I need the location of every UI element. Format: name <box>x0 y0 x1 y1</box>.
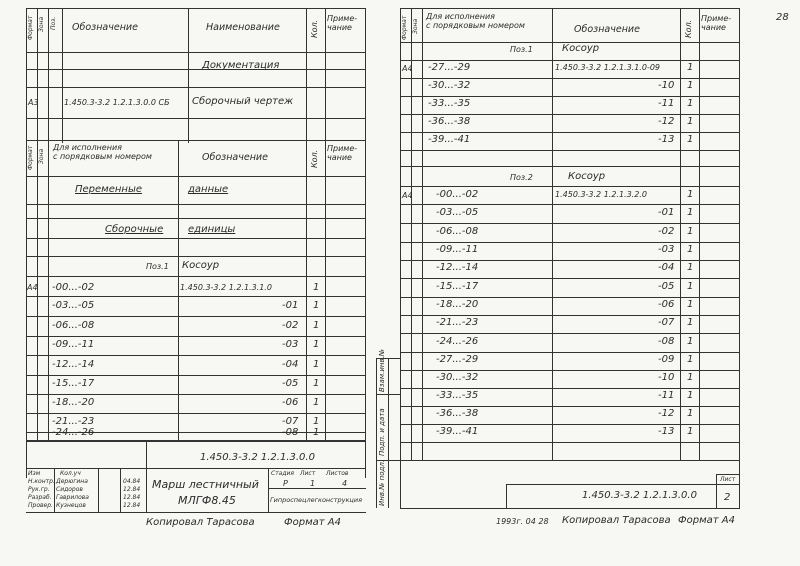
header2-variants: Для исполнения с порядковым номером <box>53 143 152 161</box>
doc-designation: 1.450.3-3.2 1.2.1.3.0.0 СБ <box>64 98 170 107</box>
row-qty: 1 <box>687 189 694 200</box>
stage-label: Стадия <box>271 470 295 477</box>
footer-code: 1.450.3-3.2 1.2.1.3.0.0 <box>582 490 697 501</box>
pos2-label: Поз.2 <box>510 173 533 182</box>
row-qty: 1 <box>687 226 694 237</box>
row-variant: -21...-23 <box>436 317 479 328</box>
side-label-replace: Взам.инв.№ <box>378 348 386 392</box>
variable-data-1: Переменные <box>75 184 142 195</box>
row-variant: -36...-38 <box>428 116 471 127</box>
row-variant: -12...-14 <box>52 359 95 370</box>
row-designation: -07 <box>658 317 675 328</box>
person-name: Гаврилова <box>56 494 89 501</box>
row-designation: -10 <box>658 80 675 91</box>
row-designation: -06 <box>658 299 675 310</box>
row-qty: 1 <box>313 300 320 311</box>
row-variant: -33...-35 <box>436 390 479 401</box>
row-qty: 1 <box>313 282 320 293</box>
row-qty: 1 <box>687 299 694 310</box>
row-designation: -10 <box>658 372 675 383</box>
assembly-units-1: Сборочные <box>105 224 164 235</box>
header2-note: Приме- чание <box>327 144 358 162</box>
row-variant: -06...-08 <box>436 226 479 237</box>
row-designation: -13 <box>658 134 675 145</box>
header2-qty: Кол. <box>310 149 319 168</box>
org-name: Гипроспецлегконструкция <box>270 496 362 504</box>
row-designation: -09 <box>658 354 675 365</box>
row-variant: -15...-17 <box>52 378 95 389</box>
date-value: 04.84 <box>123 478 141 485</box>
row-qty: 1 <box>687 244 694 255</box>
row-designation: -01 <box>282 300 299 311</box>
row-variant: -09...-11 <box>52 339 95 350</box>
row-designation: -03 <box>658 244 675 255</box>
header-designation: Обозначение <box>72 22 138 33</box>
sheet-label: Лист <box>300 470 316 477</box>
pos1-label: Поз.1 <box>510 45 533 54</box>
row-qty: 1 <box>313 320 320 331</box>
row-variant: -03...-05 <box>52 300 95 311</box>
header-zone: Зона <box>412 18 419 34</box>
header-name: Наименование <box>206 22 280 33</box>
row-designation: -08 <box>658 336 675 347</box>
person-name: Кузнецов <box>56 502 86 509</box>
row-designation: 1.450.3-3.2 1.2.1.3.1.0 <box>180 283 272 292</box>
assembly-units-2: единицы <box>188 224 236 235</box>
row-qty: 1 <box>313 427 320 438</box>
row-variant: -03...-05 <box>436 207 479 218</box>
variable-data-2: данные <box>188 184 229 195</box>
footer-date: 1993г. 04 28 <box>496 517 549 526</box>
copied-by: Копировал Тарасова <box>146 517 255 528</box>
row-variant: -24...-26 <box>52 427 95 438</box>
row-designation: -04 <box>658 262 675 273</box>
row-designation: -11 <box>658 98 675 109</box>
row-qty: 1 <box>687 408 694 419</box>
page-number: 28 <box>776 12 789 23</box>
footer-sheet: 2 <box>724 492 731 503</box>
stage-value: Р <box>283 479 288 488</box>
person-name: Дерюгина <box>56 478 88 485</box>
doc-format: А3 <box>28 98 39 107</box>
date-value: 12.84 <box>123 502 141 509</box>
row-variant: -06...-08 <box>52 320 95 331</box>
row-qty: 1 <box>687 98 694 109</box>
header-note: Приме- чание <box>327 14 358 32</box>
date-value: 12.84 <box>123 494 141 501</box>
row-designation: -13 <box>658 426 675 437</box>
pos1-name: Косоур <box>562 43 600 54</box>
title-code: 1.450.3-3.2 1.2.1.3.0.0 <box>200 452 315 463</box>
pos2-name: Косоур <box>568 171 606 182</box>
row-variant: -15...-17 <box>436 281 479 292</box>
title-line-2: МЛГФ8.45 <box>178 494 236 507</box>
row-qty: 1 <box>687 207 694 218</box>
row-qty: 1 <box>313 339 320 350</box>
row-designation: -02 <box>282 320 299 331</box>
row-variant: -39...-41 <box>436 426 479 437</box>
row-qty: 1 <box>687 80 694 91</box>
sheets-label: Листов <box>326 470 349 477</box>
row-designation: -06 <box>282 397 299 408</box>
row-designation: 1.450.3-3.2 1.2.1.3.2.0 <box>555 190 647 199</box>
row-qty: 1 <box>687 426 694 437</box>
doc-name: Сборочный чертеж <box>192 96 294 107</box>
row-qty: 1 <box>313 397 320 408</box>
header-pos: Поз. <box>50 16 57 30</box>
row-variant: -12...-14 <box>436 262 479 273</box>
row-qty: 1 <box>687 372 694 383</box>
header-designation: Обозначение <box>574 24 640 35</box>
row-format: А4 <box>402 64 413 73</box>
row-designation: -05 <box>282 378 299 389</box>
row-qty: 1 <box>687 262 694 273</box>
row-variant: -18...-20 <box>436 299 479 310</box>
header2-designation: Обозначение <box>202 152 268 163</box>
pos1-name: Косоур <box>182 260 220 271</box>
row-qty: 1 <box>313 416 320 427</box>
person-role: Изм <box>28 470 41 477</box>
row-qty: 1 <box>687 390 694 401</box>
pos1-label: Поз.1 <box>146 262 169 271</box>
left-sheet <box>0 0 372 566</box>
row-variant: -00...-02 <box>436 189 479 200</box>
row-qty: 1 <box>687 62 694 73</box>
row-designation: -12 <box>658 116 675 127</box>
row-format: А4 <box>27 283 38 292</box>
row-qty: 1 <box>687 116 694 127</box>
header-zone: Зона <box>38 16 45 32</box>
format-label: Формат А4 <box>284 517 341 528</box>
row-variant: -33...-35 <box>428 98 471 109</box>
row-qty: 1 <box>687 281 694 292</box>
sheet-value: 1 <box>310 479 316 488</box>
row-designation: -04 <box>282 359 299 370</box>
row-designation: -11 <box>658 390 675 401</box>
person-role: Провер. <box>28 502 53 509</box>
header-variants: Для исполнения с порядковым номером <box>426 12 525 30</box>
person-role: Н.контр. <box>28 478 55 485</box>
row-designation: -08 <box>282 427 299 438</box>
row-designation: -12 <box>658 408 675 419</box>
row-qty: 1 <box>687 336 694 347</box>
header2-zone: Зона <box>38 148 45 164</box>
footer-copied-by: Копировал Тарасова <box>562 515 671 526</box>
title-line-1: Марш лестничный <box>152 478 259 491</box>
row-format: А4 <box>402 191 413 200</box>
row-variant: -30...-32 <box>428 80 471 91</box>
row-qty: 1 <box>687 317 694 328</box>
person-name: Кол.уч <box>60 470 81 477</box>
person-role: Разраб. <box>28 494 52 501</box>
row-designation: -07 <box>282 416 299 427</box>
date-value: 12.84 <box>123 486 141 493</box>
header-qty: Кол. <box>310 19 319 38</box>
footer-sheet-label: Лист <box>720 476 736 483</box>
row-variant: -00...-02 <box>52 282 95 293</box>
row-variant: -36...-38 <box>436 408 479 419</box>
row-designation: -03 <box>282 339 299 350</box>
row-variant: -39...-41 <box>428 134 471 145</box>
sheets-value: 4 <box>342 479 348 488</box>
header-note: Приме- чание <box>701 14 732 32</box>
row-variant: -27...-29 <box>428 62 471 73</box>
header2-format: Формат <box>27 145 34 170</box>
header-qty: Кол. <box>684 19 693 38</box>
row-variant: -21...-23 <box>52 416 95 427</box>
row-designation: -02 <box>658 226 675 237</box>
header-format: Формат <box>401 15 408 40</box>
row-variant: -27...-29 <box>436 354 479 365</box>
row-qty: 1 <box>313 359 320 370</box>
row-designation: -01 <box>658 207 675 218</box>
row-variant: -09...-11 <box>436 244 479 255</box>
right-sheet <box>372 0 800 566</box>
person-role: Рук.гр. <box>28 486 50 493</box>
footer-format: Формат А4 <box>678 515 735 526</box>
person-name: Сидоров <box>56 486 83 493</box>
row-variant: -30...-32 <box>436 372 479 383</box>
row-qty: 1 <box>687 354 694 365</box>
row-qty: 1 <box>313 378 320 389</box>
row-designation: -05 <box>658 281 675 292</box>
row-variant: -18...-20 <box>52 397 95 408</box>
header-format: Формат <box>27 15 34 40</box>
documentation-title: Документация <box>202 60 280 71</box>
side-label-sign: Подп. и дата <box>378 408 386 456</box>
row-variant: -24...-26 <box>436 336 479 347</box>
row-qty: 1 <box>687 134 694 145</box>
side-label-inv: Инв.№ подл. <box>378 459 386 506</box>
row-designation: 1.450.3-3.2 1.2.1.3.1.0-09 <box>555 63 661 72</box>
